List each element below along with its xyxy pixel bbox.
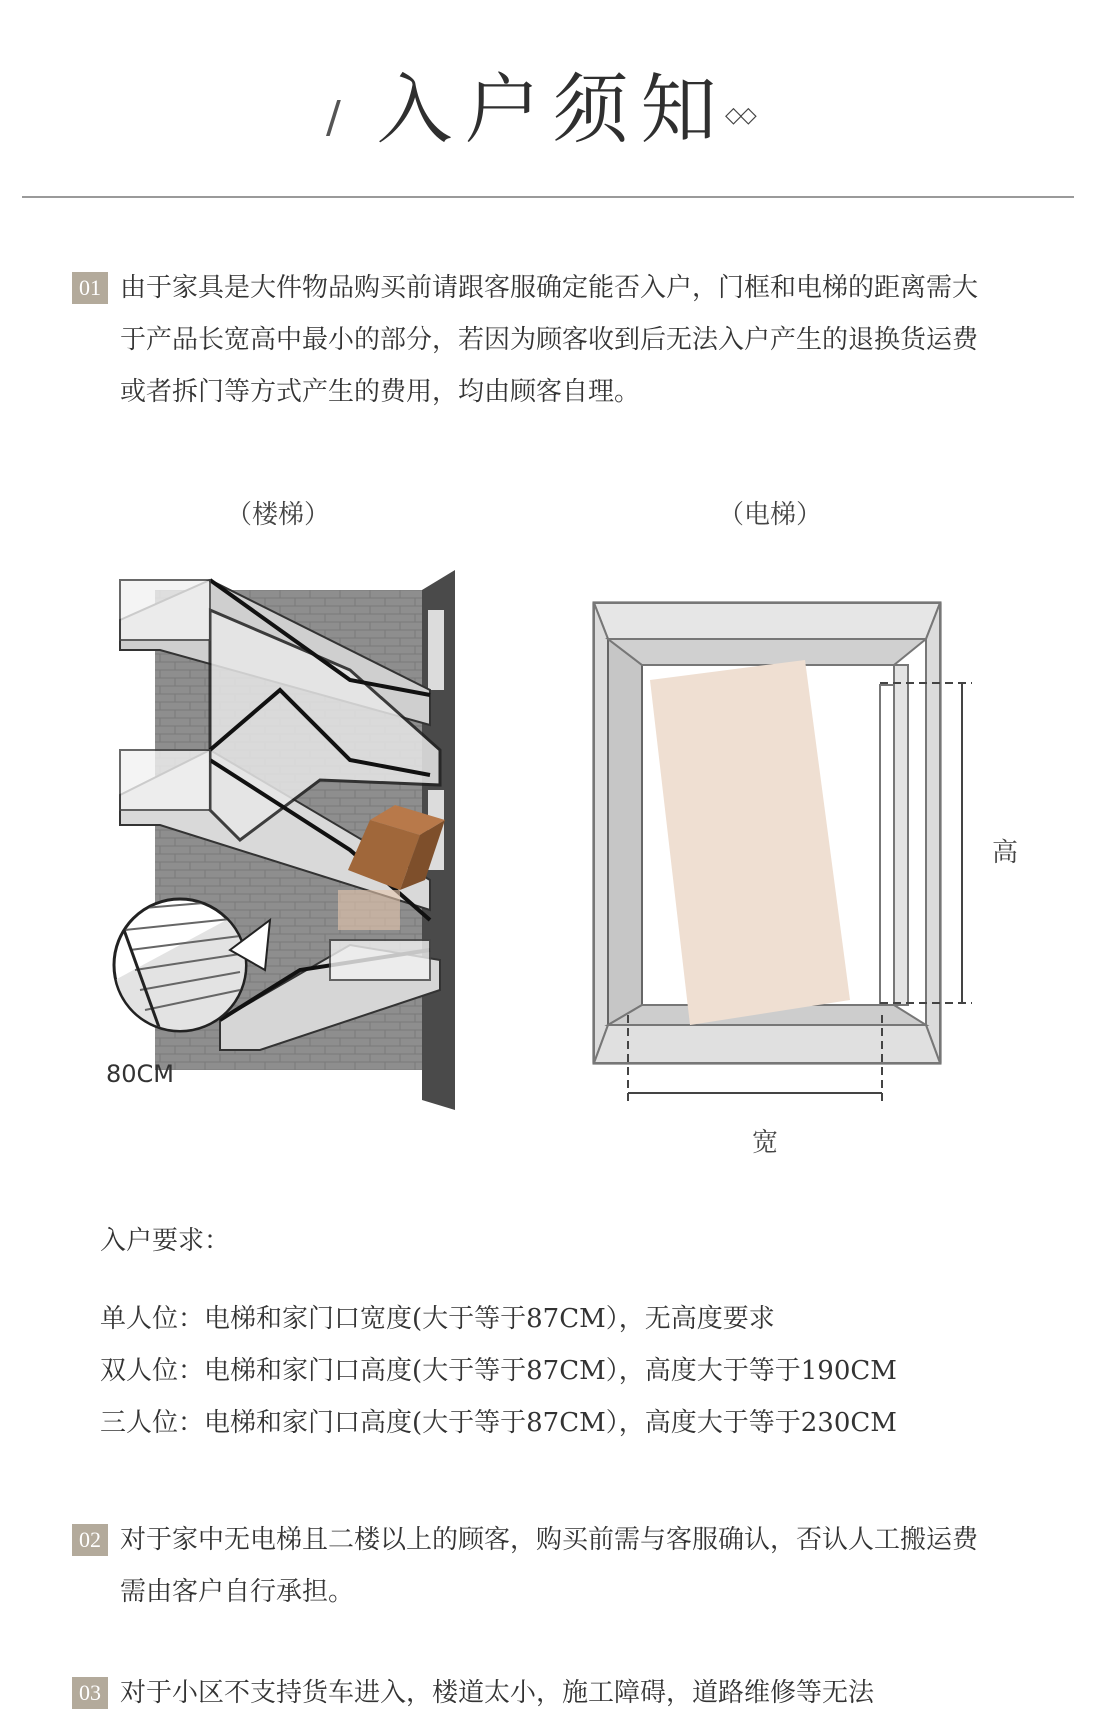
requirements-heading: 入户要求： [100,1226,231,1256]
title-slash: / [326,92,341,143]
header-divider [22,196,1074,198]
height-label: 高 [992,838,1019,868]
section-number-badge: 01 [72,272,108,304]
elevator-illustration [580,595,990,1135]
diamond-ornament-icon: ◇◇ [725,103,755,128]
section-2-text: 对于家中无电梯且二楼以上的顾客，购买前需与客服确认，否认人工搬运费需由客户自行承担。 [120,1525,979,1607]
requirement-single-seat: 单人位：电梯和家门口宽度(大于等于87CM），无高度要求 [100,1304,775,1334]
stairs-width-label: 80CM [106,1060,175,1088]
page-title: 入户须知 [376,65,729,154]
elevator-caption: （电梯） [718,500,823,530]
width-label: 宽 [752,1128,779,1158]
section-number-badge: 03 [72,1677,108,1709]
section-number-badge: 02 [72,1524,108,1556]
section-1-text: 由于家具是大件物品购买前请跟客服确定能否入户，门框和电梯的距离需大于产品长宽高中最小的部分，若因为顾客收到后无法入户产生的退换货运费或者拆门等方式产生的费用，均由顾客自理。 [120,273,979,407]
stairs-illustration [100,550,480,1110]
section-3-text: 对于小区不支持货车进入，楼道太小，施工障碍，道路维修等无法 [120,1678,875,1708]
stairs-caption: （楼梯） [226,500,331,530]
requirement-two-seat: 双人位：电梯和家门口高度(大于等于87CM），高度大于等于190CM [100,1356,897,1386]
requirement-three-seat: 三人位：电梯和家门口高度(大于等于87CM），高度大于等于230CM [100,1408,897,1438]
